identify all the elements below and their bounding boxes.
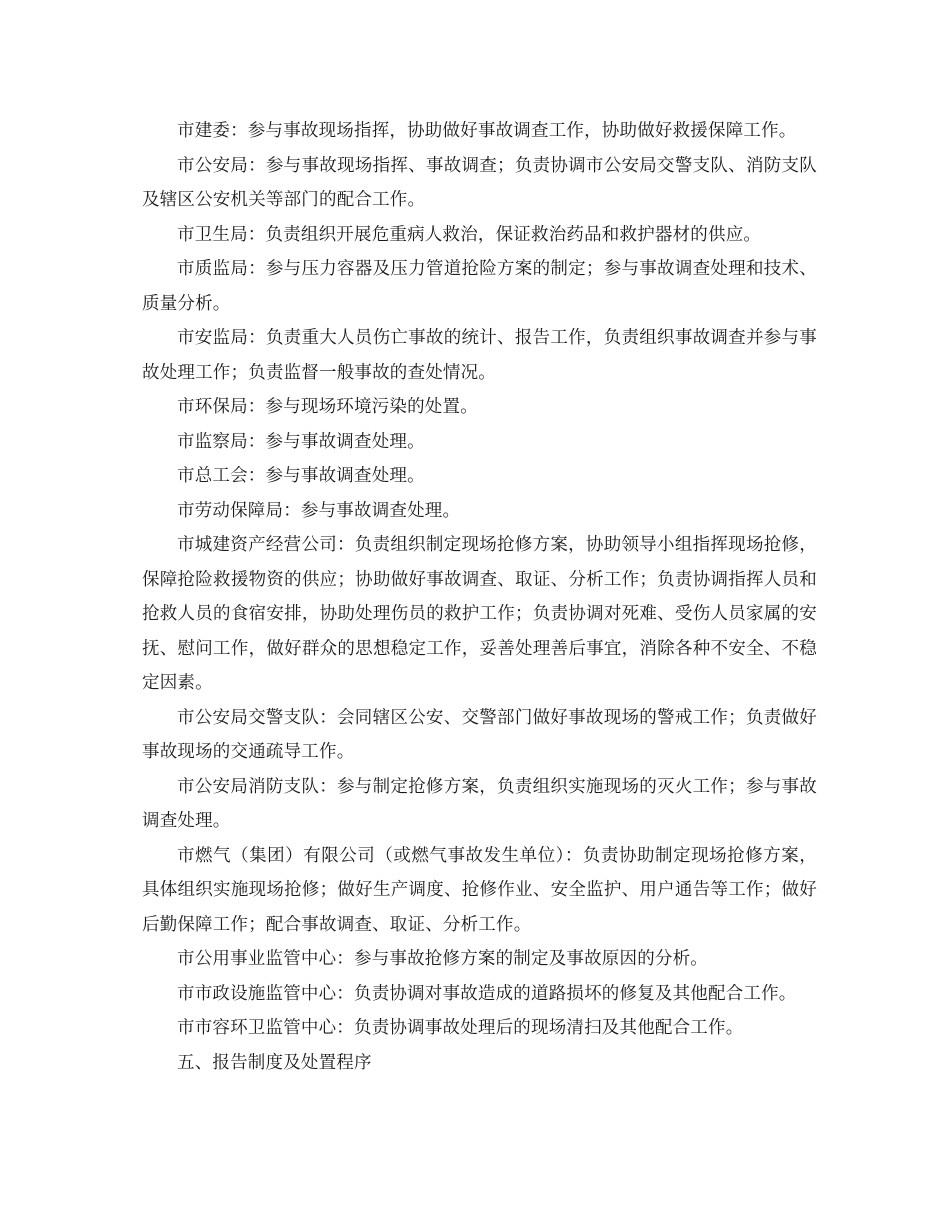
paragraph-traffic-police-detachment: 市公安局交警支队：会同辖区公安、交警部门做好事故现场的警戒工作；负责做好事故现场的交通疏导工作。: [142, 707, 817, 762]
paragraph-city-construction-asset-company: 市城建资产经营公司：负责组织制定现场抢修方案，协助领导小组指挥现场抢修，保障抢险救援物资的供应；协助做好事故调查、取证、分析工作；负责协调指挥人员和抢救人员的食宿安排，协助处理伤员的救护工作；负责协调对死难、受伤人员家属的安抚、慰问工作，做好群众的思想稳定工作，妥善处理善后事宜，消除各种不安全、不稳定因素。: [142, 535, 817, 693]
document-body: [142, 114, 817, 1080]
paragraph-city-public-security-bureau: 市公安局：参与事故现场指挥、事故调查；负责协调市公安局交警支队、消防支队及辖区公安机关等部门的配合工作。: [142, 155, 817, 210]
paragraph-gas-group-company: 市燃气（集团）有限公司（或燃气事故发生单位）：负责协助制定现场抢修方案，具体组织实施现场抢修；做好生产调度、抢修作业、安全监护、用户通告等工作；做好后勤保障工作；配合事故调查、取证、分析工作。: [142, 845, 817, 935]
paragraph-city-quality-supervision-bureau: 市质监局：参与压力容器及压力管道抢险方案的制定；参与事故调查处理和技术、质量分析。: [142, 259, 817, 314]
paragraph-city-labor-security-bureau: 市劳动保障局：参与事故调查处理。: [177, 500, 461, 521]
paragraph-city-safety-supervision-bureau: 市安监局：负责重大人员伤亡事故的统计、报告工作，负责组织事故调查并参与事故处理工作；负责监督一般事故的查处情况。: [142, 328, 817, 383]
paragraph-city-trade-union: 市总工会：参与事故调查处理。: [177, 466, 425, 486]
paragraph-city-environmental-protection-bureau: 市环保局：参与现场环境污染的处置。: [177, 397, 478, 417]
paragraph-city-sanitation-center: 市市容环卫监管中心：负责协调事故处理后的现场清扫及其他配合工作。: [177, 1018, 744, 1038]
paragraph-fire-brigade: 市公安局消防支队：参与制定抢修方案，负责组织实施现场的灭火工作；参与事故调查处理。: [142, 776, 817, 831]
section-heading-reporting-procedure: 五、报告制度及处置程序: [177, 1052, 372, 1073]
paragraph-city-supervision-bureau: 市监察局：参与事故调查处理。: [177, 431, 425, 452]
paragraph-city-health-bureau: 市卫生局：负责组织开展危重病人救治，保证救治药品和救护器材的供应。: [177, 224, 762, 245]
paragraph-municipal-facilities-center: 市市政设施监管中心：负责协调对事故造成的道路损坏的修复及其他配合工作。: [177, 983, 797, 1004]
paragraph-city-construction-committee: 市建委：参与事故现场指挥，协助做好事故调查工作，协助做好救援保障工作。: [177, 121, 797, 141]
paragraph-public-utilities-center: 市公用事业监管中心：参与事故抢修方案的制定及事故原因的分析。: [177, 949, 708, 969]
